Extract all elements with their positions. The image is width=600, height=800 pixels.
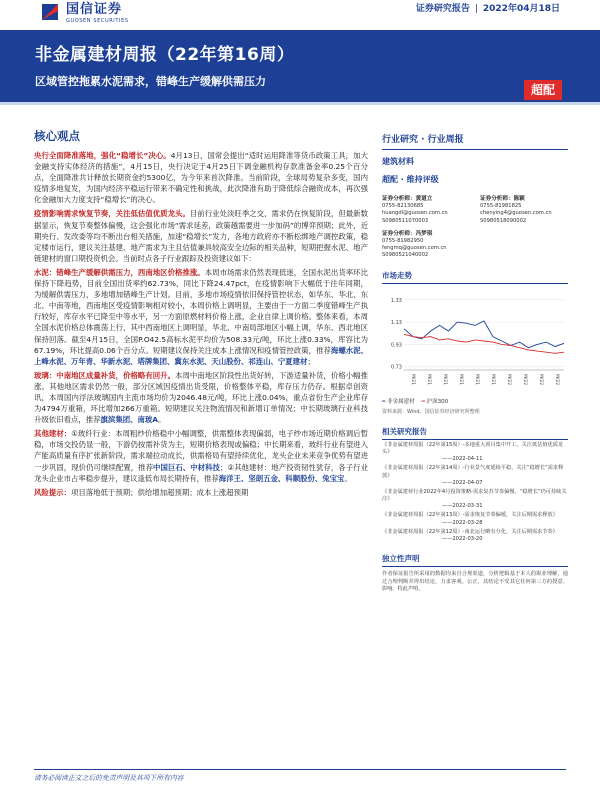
x-tick-label: M/21 <box>410 373 415 385</box>
logo <box>40 2 150 28</box>
legend-series-0: 非金属建材 <box>387 398 415 405</box>
para-policy-text: 4月13日，国常会提出“适时运用降准等货币政策工具，加大金融支持实体经济的措施”，4月15日，央行决定于4月25日下调金融机构存款准备金率0.25个百分点，全面降准共计释放长期资金约5300亿，为今年来首次降准。当前阶段，全球局势复杂多变，国内疫情多地复发，为国内经济平稳运行带来不确定性和挑战，此次降准有助于降低综合融资成本，再次强化金融加大力度支持“稳增长”的决心。 <box>34 151 368 205</box>
legend-series-1: 沪深300 <box>426 398 449 405</box>
x-tick-label: M/22 <box>554 373 559 385</box>
related-report-item[interactable] <box>382 442 568 464</box>
sidebar <box>382 134 568 594</box>
analyst-name: 黄道立 <box>415 196 433 202</box>
sector-label: 建筑材料 <box>382 157 414 166</box>
related-report-title: 《非金属建材周报（22年第13周）-需求恢复节奏偏缓，关注后期需求释放》 <box>382 512 558 519</box>
x-tick-label: M/21 <box>474 373 479 385</box>
independence-title: 独立性声明 <box>382 553 568 567</box>
x-tick-label: M/21 <box>490 373 495 385</box>
logo-cn: 国信证券 <box>66 2 123 17</box>
related-report-title: 《非金属建材周报（22年第15周）-多地重大项目集中开工，关注低估值优质龙头》 <box>382 441 564 455</box>
risk-text: 项目落地低于预期；供给增加超预期；成本上涨超预期 <box>70 487 249 497</box>
analyst-name: 冯梦琪 <box>415 230 433 237</box>
analyst-phone: 0755-81982950 <box>382 238 424 245</box>
sidebar-divider <box>382 149 568 150</box>
para-policy <box>34 150 368 205</box>
related-report-title: 《非金属建材周报（22年第12周）-南北运行略有分化，关注后期需求节奏》 <box>382 528 558 535</box>
y-tick-label: 1.13 <box>390 319 402 326</box>
logo-en: GUOSEN SECURITIES <box>66 18 129 24</box>
related-report-date: ——2022-03-20 <box>442 536 483 542</box>
related-report-title: 《非金属建材周报（22年第14周）-行业景气度延续平稳，关注“稳增长”需求释放》 <box>382 465 564 479</box>
related-report-item[interactable] <box>382 465 568 487</box>
para-cement-text: 本周市场需求仍然表现低迷，全国水泥出货率环比保持下降趋势，目前全国出货率约62.73%，同比下降24.47pct，在疫情影响下大幅低于往年同期，为缓解供需压力，多地增加错峰生产计划。目前，多地市场疫情依旧保持管控状态，如华东、华北、东北、中南等地，西南地区受疫情影响相对较小，本周价格上调明显，主要由于一方面二季度错峰生产执行较好，库存水平已降至中等水平，另一方面原燃材料价格上涨，企业自律上调价格。整体来看，本周全国水泥价格总体震荡上行，其中西南地区上调明显，华北、中南局部地区小幅上调，华东、西北地区保持回落。截至4月15日，全国P.O42.5高标水泥平均价为508.33元/吨，环比上涨0.33%，库容比为67.19%，环比提高0.06个百分点。短期建议保持关注成本上涨情况和疫情管控政策，推荐 <box>34 267 368 355</box>
para-others-highlight: 其他建材： <box>34 429 72 439</box>
banner-divider <box>0 102 600 105</box>
report-date: 2022年04月18日 <box>482 4 560 14</box>
footer-disclaimer: 请务必阅读正文之后的免责声明及其项下所有内容 <box>34 769 566 783</box>
x-tick-label: M/21 <box>426 373 431 385</box>
related-report-date: ——2022-04-07 <box>442 479 483 486</box>
para-others: 其他建材：①玻纤行业：本周粗纱价格稳中小幅调整，供需整体表现偏弱，电子纱市场近期价格调后暂稳，市场交投仍显一般，下游仍按需补货为主，短期价格表现或偏稳；中长期来看，玻纤行业有望进入产能高质量有序扩张新阶段，需求端拉动成长，供需格局有望持续优化，龙头企业未来竞争优势有望进一步巩固，现价仍可继续配置，推荐中国巨石、中材科技；②其他建材：地产投资韧性犹存，各子行业龙头企业市占率稳步提升，建议逢低布局长期持有，推荐海洋王、坚朗五金、科顺股份、兔宝宝。 <box>34 429 368 483</box>
analyst-role: 证券分析师： <box>480 196 514 202</box>
market-trend-chart <box>382 286 568 396</box>
analyst-email[interactable]: fengmq@guosen.com.cn <box>382 245 447 252</box>
related-report-title: 《非金属建材行业2022年4月投资策略-需求复苏节奏偏慢，“稳增长”仍可持续关注》 <box>382 488 567 503</box>
para-glass-highlight: 玻璃：中南地区成量补货，价格略有回升。 <box>34 370 176 380</box>
x-tick-label: M/22 <box>506 373 511 385</box>
y-tick-label: 0.73 <box>390 364 402 371</box>
x-tick-label: M/21 <box>458 373 463 385</box>
guosen-logo-icon <box>40 2 60 22</box>
analyst-email[interactable]: huangdl@guosen.com.cn <box>382 210 448 217</box>
independence-text: 作者保证报告所采用的数据均来自合规渠道，分析逻辑基于本人的职业理解，通过合理判断并得出结论，力求客观、公正，其结论不受其它任何第三方的授意、影响，特此声明。 <box>382 571 568 592</box>
para-others-text: ①玻纤行业：本周粗纱价格稳中小幅调整，供需整体表现偏弱，电子纱市场近期价格调后暂稳，市场交投仍显一般，下游仍按需补货为主，短期价格表现或偏稳；中长期来看，玻纤行业有望进入产能高质量有序扩张新阶段，需求端拉动成长，供需格局有望持续优化，龙头企业未来竞争优势有望进一步巩固，现价仍可继续配置，推荐 <box>34 429 368 472</box>
rating-label: 超配 · 维持评级 <box>382 175 439 184</box>
series-line-0 <box>404 321 564 348</box>
analyst-role: 证券分析师： <box>382 196 416 202</box>
para-glass-text: 本周中南地区阶段性出货好转，下游适量补货，价格小幅推涨。其他地区需求仍然一般，部分区域因疫情出货受限，价格整体平稳，库存压力仍存。根据卓创资讯，本周国内浮法玻璃国内主流市场均价为2046.48元/吨，环比上涨0.04%，重点省份生产企业库存为4794万重箱，环比增加266万重箱。短期建议关注物流情况和新增订单情况；中长期玻璃行业科技升级依旧看点，推荐 <box>34 370 368 425</box>
related-report-item[interactable] <box>382 489 568 511</box>
analyst-phone: 0755-82130685 <box>382 203 424 210</box>
para-others-recommend-2: 海洋王、坚朗五金、科顺股份、兔宝宝 <box>218 473 345 483</box>
meta-separator: | <box>474 4 478 14</box>
analyst-cert: S0980521040002 <box>382 252 429 259</box>
related-report-date: ——2022-04-11 <box>442 456 483 463</box>
y-tick-label: 0.93 <box>390 341 402 348</box>
para-demand <box>34 208 368 263</box>
y-tick-label: 1.33 <box>390 297 402 304</box>
para-cement-recommend: 海螺水泥、上峰水泥、万年青、华新水泥、塔牌集团、冀东水泥、天山股份、祁连山、宁夏建材 <box>34 345 368 366</box>
para-others-text-2: ；②其他建材：地产投资韧性犹存，各子行业龙头企业市占率稳步提升，建议逢低布局长期持有，推荐 <box>34 462 368 483</box>
para-others-recommend-1: 中国巨石、中材科技 <box>153 462 220 472</box>
para-glass: 玻璃：中南地区成量补货，价格略有回升。本周中南地区阶段性出货好转，下游适量补货，价格小幅推涨。其他地区需求仍然一般，部分区域因疫情出货受限，价格整体平稳，库存压力仍存。根据卓创资讯，本周国内浮法玻璃国内主流市场均价为2046.48元/吨，环比上涨0.04%，重点省份生产企业库存为4794万重箱，环比增加266万重箱。短期建议关注物流情况和新增订单情况；中长期玻璃行业科技升级依旧看点，推荐旗滨集团、南玻A。 <box>34 370 368 425</box>
chart-source: 资料来源：Wind、国信证券经济研究所整理 <box>382 408 480 415</box>
risk-warning <box>34 487 368 498</box>
legend-swatch-icon: ━ <box>421 398 425 405</box>
report-title: 非金属建材周报（22年第16周） <box>35 45 295 65</box>
legend-swatch-icon: ━ <box>382 398 386 405</box>
related-report-item[interactable] <box>382 529 568 543</box>
related-report-date: ——2022-03-31 <box>442 503 483 510</box>
para-demand-highlight: 疫情影响需求恢复节奏，关注低估值优质龙头。 <box>34 209 190 219</box>
title-banner <box>0 30 600 102</box>
analyst-email[interactable]: chenying4@guosen.com.cn <box>480 210 552 217</box>
para-cement: 水泥：错峰生产缓解供需压力，西南地区价格推涨。本周市场需求仍然表现低迷，全国水泥出货率环比保持下降趋势，目前全国出货率约62.73%，同比下降24.47pct，在疫情影响下大幅低于往年同期，为缓解供需压力，多地增加错峰生产计划。目前，多地市场疫情依旧保持管控状态，如华东、华北、东北、中南等地，西南地区受疫情影响相对较小，本周价格上调明显，主要由于一方面二季度错峰生产执行较好，库存水平已降至中等水平，另一方面原燃材料价格上涨，企业自律上调价格。整体来看，本周全国水泥价格总体震荡上行，其中西南地区上调明显，华北、中南局部地区小幅上调，华东、西北地区保持回落。截至4月15日，全国P.O42.5高标水泥平均价为508.33元/吨，环比上涨0.33%，库容比为67.19%，环比提高0.06个百分点。短期建议保持关注成本上涨情况和疫情管控政策，推荐海螺水泥、上峰水泥、万年青、华新水泥、塔牌集团、冀东水泥、天山股份、祁连山、宁夏建材； <box>34 267 368 366</box>
x-tick-label: M/22 <box>538 373 543 385</box>
analyst-list <box>382 196 568 260</box>
analyst-card <box>382 231 480 260</box>
rating-badge: 超配 <box>524 80 562 100</box>
analyst-role: 证券分析师： <box>382 230 416 237</box>
x-tick-label: M/22 <box>522 373 527 385</box>
report-meta <box>416 3 560 15</box>
para-glass-recommend: 旗滨集团、南玻A <box>100 415 158 425</box>
analyst-card <box>382 196 480 225</box>
analyst-phone: 0755-81981825 <box>480 203 522 210</box>
x-tick-label: M/21 <box>442 373 447 385</box>
market-trend-svg <box>382 286 568 396</box>
market-trend-title: 市场走势 <box>382 270 568 284</box>
core-views <box>34 128 368 498</box>
chart-legend <box>382 398 568 406</box>
para-cement-highlight: 水泥：错峰生产缓解供需压力，西南地区价格推涨。 <box>34 267 205 277</box>
industry-label: 行业研究 · 行业周报 <box>382 135 464 145</box>
para-policy-highlight: 央行全面降准落地，强化“稳增长”决心。 <box>34 151 171 160</box>
analyst-cert: S0980518090002 <box>480 217 527 224</box>
related-reports-list <box>382 442 568 543</box>
analyst-cert: S0980511070003 <box>382 217 429 224</box>
report-type: 证券研究报告 <box>415 4 470 14</box>
core-views-title: 核心观点 <box>34 129 80 143</box>
related-report-item[interactable] <box>382 512 568 526</box>
top-bar <box>0 0 600 30</box>
risk-label: 风险提示： <box>34 487 71 497</box>
analyst-card <box>480 196 568 225</box>
analyst-name: 陈颖 <box>513 196 525 202</box>
para-demand-text: 目前行业处淡旺季之交，需求仍在恢复阶段，但最新数据显示，恢复节奏整体偏慢，这会强化市场“需求延差，政策越需要进一步加码”的博弈预期；此外，近期央行、发改委等均不断出台相关措施，加速“稳增长”发力，各地方政府亦不断松绑地产调控政策，稳定楼市运行，建议关注基建、地产需求为主且估值兼具较高安全边际的相关品种，短期把握水泥、地产链建材的窗口期投资机会。当前时点各子行业跟踪及投资建议如下： <box>34 209 368 263</box>
related-report-date: ——2022-03-28 <box>442 519 483 526</box>
report-subtitle: 区域管控拖累水泥需求，错峰生产缓解供需压力 <box>35 75 266 88</box>
related-reports-title: 相关研究报告 <box>382 426 568 440</box>
